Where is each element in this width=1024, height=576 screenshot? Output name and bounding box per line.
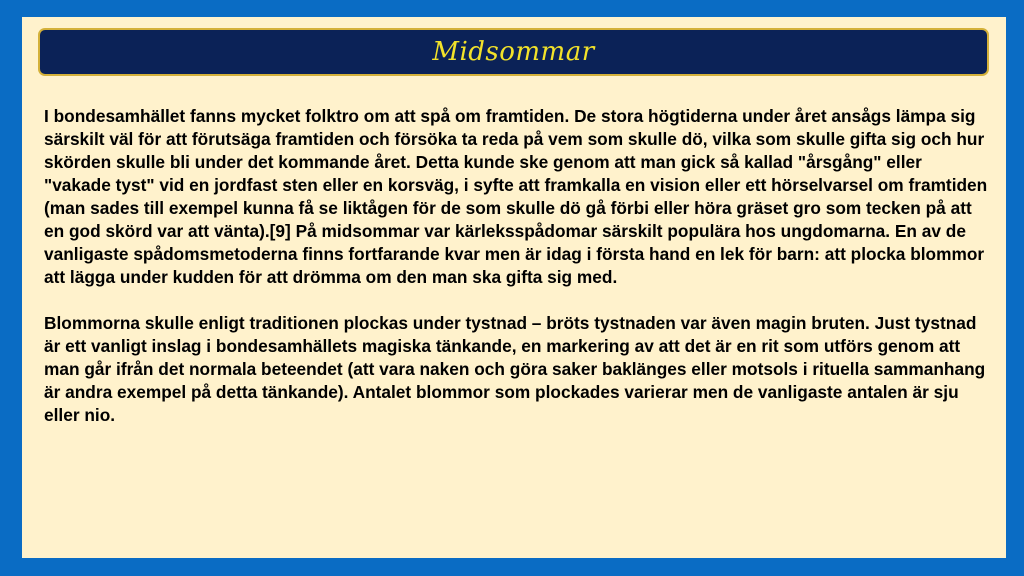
body-paragraph-2: Blommorna skulle enligt traditionen plockas under tystnad – bröts tystnaden var även magin bruten. Just tystnad är ett vanligt inslag i bondesamhällets magiska tänkande, en markering av att det är en rit som utförs genom att man går ifrån det normala beteendet (att vara naken och göra saker baklänges eller motsols i rituella sammanhang är andra exempel på detta tänkande). Antalet blommor som plockades varierar men de vanligaste antalen är sju eller nio. [44, 313, 986, 425]
slide-title: Midsommar [432, 37, 595, 67]
slide-body [44, 105, 989, 427]
slide [22, 17, 1006, 558]
title-bar [38, 28, 989, 76]
body-paragraph-1: I bondesamhället fanns mycket folktro om att spå om framtiden. De stora högtiderna under året ansågs lämpa sig särskilt väl för att förutsäga framtiden och försöka ta reda på vem som skulle dö, vilka som skulle gifta sig och hur skörden skulle bli under det kommande året. Detta kunde ske genom att man gick så kallad "årsgång" eller "vakade tyst" vid en jordfast sten eller en korsväg, i syfte att framkalla en vision eller ett hörselvarsel om framtiden (man sades till exempel kunna få se liktågen för de som skulle dö gå förbi eller höra gräset gro som tecken på att en god skörd var att vänta).[9] På midsommar var kärleksspådomar särskilt populära hos ungdomarna. En av de vanligaste spådomsmetoderna finns fortfarande kvar men är idag i första hand en lek för barn: att plocka blommor att lägga under kudden för att drömma om den man ska gifta sig med. [44, 106, 988, 287]
